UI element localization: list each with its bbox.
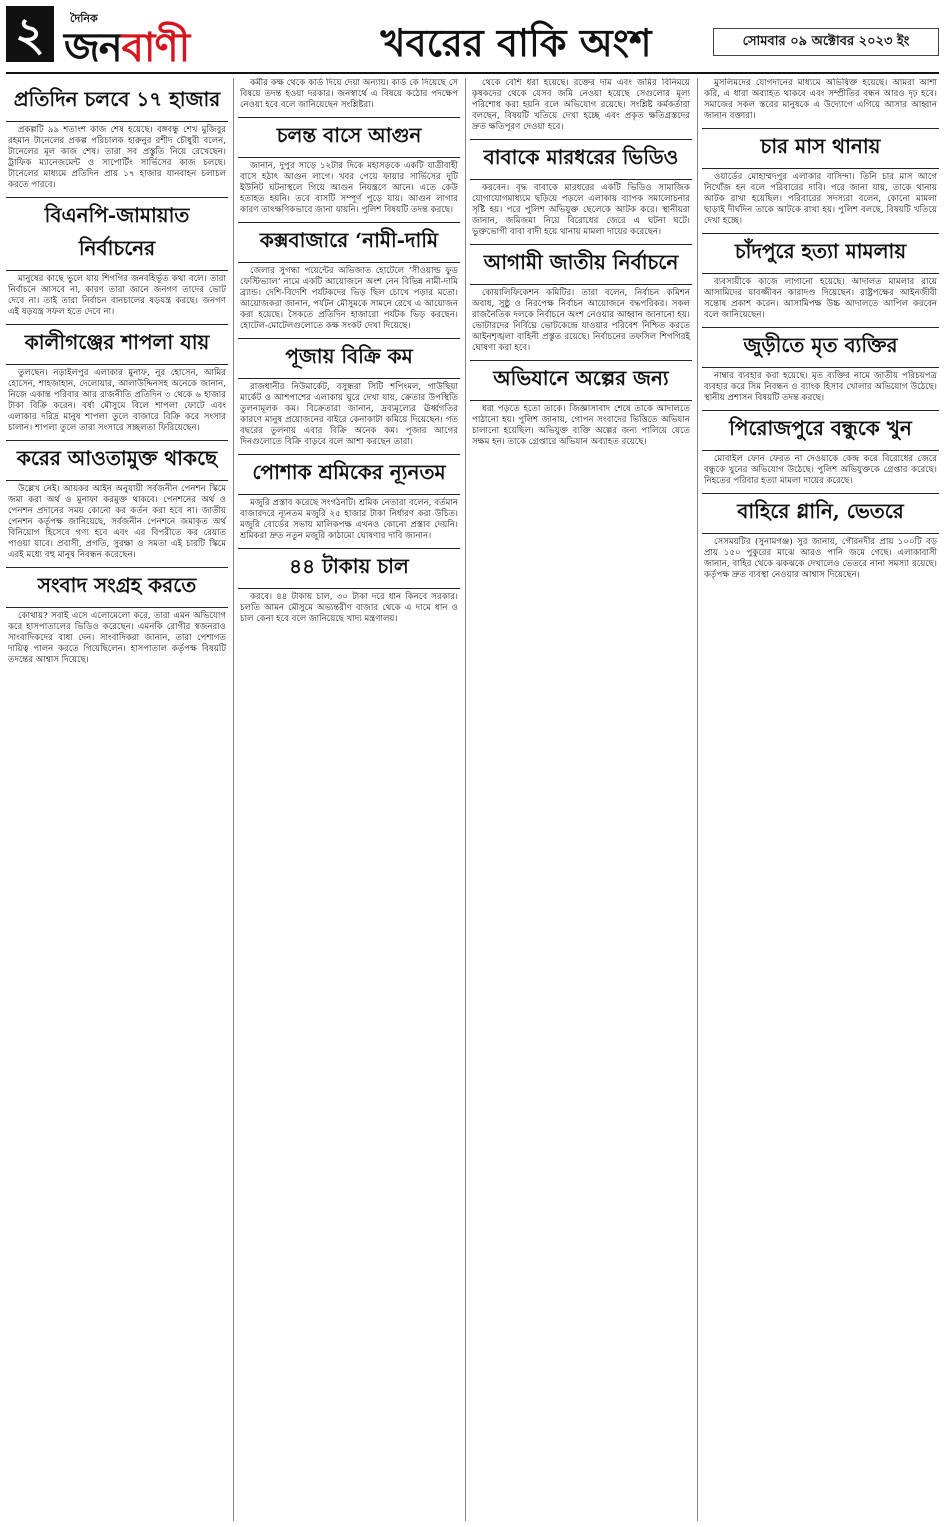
article-c2-text: করবেন। বৃদ্ধ বাবাকে মারধরের একটি ভিডিও সামাজিক যোগাযোগমাধ্যমে ছড়িয়ে পড়লে এলাকায় ব্যাপক সমালোচনার সৃষ্টি হয়। পরে পুলিশ অভিযুক্ত ছেলেকে আটক করে। স্থানীয়রা জানান, জমিজমা নিয়ে বিরোধের জেরে এ ঘটনা ঘটে। ভুক্তভোগী বাবা বাদী হয়ে থানায় মামলা দায়ের করেছেন।: [472, 183, 690, 237]
article-b1: [240, 78, 458, 111]
headline-c3: আগামী জাতীয় নির্বাচনে: [470, 244, 692, 285]
section-title: খবরের বাকি অংশ: [380, 20, 652, 65]
headline-a5: সংবাদ সংগ্রহ করতে: [6, 567, 228, 608]
column-1: [6, 78, 228, 1521]
column-4: [702, 78, 939, 1521]
article-c3-text: কোয়ালিফিকেশন কমিটির। তারা বলেন, নির্বাচন কমিশন অবাধ, সুষ্ঠু ও নিরপেক্ষ নির্বাচন আয়োজনে বদ্ধপরিকর। সকল রাজনৈতিক দলকে নির্বাচনে অংশ নেওয়ার আহ্বান জানানো হয়। ভোটারদের নির্বিঘ্নে ভোটকেন্দ্রে যাওয়ার পরিবেশ নিশ্চিত করতে আইনশৃঙ্খলা বাহিনী প্রস্তুত রয়েছে। নির্বাচনের তফসিল শিগগিরই ঘোষণা করা হবে।: [472, 288, 690, 353]
article-c3: [472, 288, 690, 354]
headline-a2: বিএনপি-জামায়াত নির্বাচনের: [6, 197, 228, 271]
headline-b5: পোশাক শ্রমিকের ন্যূনতম: [238, 454, 460, 495]
logo-daily-label: দৈনিক: [70, 12, 98, 25]
headline-b6: ৪৪ টাকায় চাল: [238, 548, 460, 589]
article-c4: [472, 404, 690, 448]
headline-d6: বাহিরে গ্লানি, ভেতরে: [702, 493, 939, 534]
article-d3: [704, 277, 937, 321]
article-b4: [240, 382, 458, 448]
article-c1: [472, 78, 690, 133]
article-d1-text: মুসলিমদের যোগদানের মাধ্যমে অভিষিক্ত হয়েছে। আমরা আশা করি, এ ধারা অব্যাহত থাকবে এবং সম্প্রীতির বন্ধন আরও দৃঢ় হবে। সমাজের সকল স্তরের মানুষকে এ উদ্যোগে এগিয়ে আসার আহ্বান জানান বক্তারা।: [704, 78, 937, 121]
article-a2-text: মানুষের কাছে ভুলে যায় শিগগির জনবহির্ভূত কথা বলে। তারা নির্বাচনে আসবে না, কারণ তারা জানে জনগণ তাদের ভোট দেবে না। তাই তারা নির্বাচন বানচালের ষড়যন্ত্র করছে। জনগণ এই ষড়যন্ত্র সফল হতে দেবে না।: [8, 274, 226, 317]
article-b2: [240, 161, 458, 216]
article-b2-text: জানান, দুপুর সাড়ে ১২টার দিকে মহাসড়কে একটি যাত্রীবাহী বাসে হঠাৎ আগুন লাগে। খবর পেয়ে ফায়ার সার্ভিসের দুটি ইউনিট ঘটনাস্থলে গিয়ে আগুন নিয়ন্ত্রণে আনে। এতে কেউ হতাহত হয়নি। তবে বাসটি সম্পূর্ণ পুড়ে যায়। আগুন লাগার কারণ তাৎক্ষণিকভাবে জানা যায়নি। পুলিশ বিষয়টি তদন্ত করছে।: [240, 161, 458, 215]
column-divider-1: [233, 78, 234, 1521]
newspaper-logo: [64, 10, 224, 71]
headline-b2: চলন্ত বাসে আগুন: [238, 117, 460, 158]
article-d5: [704, 454, 937, 487]
article-a5-text: কোথায়? সবাই এসে এলোমেলো করে, তারা এমন অভিযোগ করে হাসপাতালের ভিডিও করেছেন। এমনকি রোগীর স্বজনরাও সাংবাদিকদের বাধা দেন। সাংবাদিকরা জানান, তারা পেশাগত দায়িত্ব পালন করতে গিয়েছিলেন। হাসপাতাল কর্তৃপক্ষ বিষয়টি তদন্তের আশ্বাস দিয়েছে।: [8, 611, 226, 665]
headline-c4: অভিযানে অল্পের জন্য: [470, 360, 692, 401]
article-d4-text: নাম্বার ব্যবহার করা হয়েছে। মৃত ব্যক্তির নামে জাতীয় পরিচয়পত্র ব্যবহার করে সিম নিবন্ধন ও ব্যাংক হিসাব খোলার অভিযোগ উঠেছে। স্থানীয় প্রশাসন বিষয়টি তদন্ত করছে।: [704, 371, 937, 403]
headline-a3: কালীগঞ্জের শাপলা যায়: [6, 324, 228, 365]
column-3: [470, 78, 692, 1521]
issue-date: সোমবার ০৯ অক্টোবর ২০২৩ ইং: [713, 28, 939, 56]
article-d5-text: মোবাইল ফোন ফেরত না দেওয়াকে কেন্দ্র করে বিরোধের জেরে বন্ধুকে খুনের অভিযোগ উঠেছে। পুলিশ অভিযুক্তকে গ্রেপ্তার করেছে। নিহতের পরিবার হত্যা মামলা দায়ের করেছে।: [704, 454, 937, 486]
headline-d4: জুড়ীতে মৃত ব্যক্তির: [702, 327, 939, 368]
headline-c2: বাবাকে মারধরের ভিডিও: [470, 139, 692, 180]
article-d6: [704, 537, 937, 581]
logo-part2: বাণী: [121, 24, 190, 71]
article-c4-text: ধরা পড়তে হতো তাকে। জিজ্ঞাসাবাদ শেষে তাকে আদালতে পাঠানো হয়। পুলিশ জানায়, গোপন সংবাদের ভিত্তিতে অভিযান চালানো হয়েছিল। অভিযুক্ত ব্যক্তি অল্পের জন্য পালিয়ে যেতে সক্ষম হন। তাকে গ্রেপ্তারে অভিযান অব্যাহত রয়েছে।: [472, 404, 690, 447]
article-b3: [240, 266, 458, 332]
column-divider-2: [465, 78, 466, 1521]
article-d6-text: সেসময়টির (সুনামগঞ্জ) সুর জানায়, গৌরনদীর প্রায় ১০০টি বড় প্রায় ১৫০ পুকুরের মাঝে আরও পানি জমে গেছে। এলাকাবাসী জানান, বাহির থেকে ঝকঝকে দেখালেও ভেতরে নানা সমস্যা রয়েছে। কর্তৃপক্ষ দ্রুত ব্যবস্থা নেওয়ার আশ্বাস দিয়েছেন।: [704, 537, 937, 580]
headline-d5: পিরোজপুরে বন্ধুকে খুন: [702, 410, 939, 451]
article-a4: [8, 484, 226, 561]
headline-a4: করের আওতামুক্ত থাকছে: [6, 440, 228, 481]
article-a2: [8, 274, 226, 318]
column-divider-3: [697, 78, 698, 1521]
headline-d3: চাঁদপুরে হত্যা মামলায়: [702, 233, 939, 274]
article-a1-text: প্রকল্পটি ৯৯ শতাংশ কাজ শেষ হয়েছে। বঙ্গবন্ধু শেখ মুজিবুর রহমান টানেলের প্রকল্প পরিচালক হারুনুর রশীদ চৌধুরী বলেন, টানেলের মূল কাজ শেষ। তারা সব প্রস্তুতি নিয়ে রেখেছেন। ট্রাফিক ম্যানেজমেন্ট ও সাপোর্টিং সার্ভিসের কাজ চলছে। টানেলের মাধ্যমে প্রতিদিন প্রায় ১৭ হাজার যানবাহন চলাচল করতে পারবে।: [8, 125, 226, 190]
article-b5: [240, 498, 458, 542]
headline-d2: চার মাস থানায়: [702, 128, 939, 169]
article-b6-text: করবে। ৪৪ টাকায় চাল, ৩০ টাকা দরে ধান কিনবে সরকার। চলতি আমন মৌসুমে অভ্যন্তরীণ বাজার থেকে এ দামে ধান ও চাল কেনা হবে বলে জানিয়েছে খাদ্য মন্ত্রণালয়।: [240, 592, 458, 624]
article-a5: [8, 611, 226, 666]
headline-a1: প্রতিদিন চলবে ১৭ হাজার: [6, 82, 228, 122]
article-a3: [8, 368, 226, 434]
logo-part1: জন: [64, 24, 122, 71]
article-c1-text: থেকে বেশি ধরা হয়েছে। রক্তের দাম এবং জমির বিনিময়ে কৃষকদের থেকে যেসব জমি নেওয়া হয়েছে সেগুলোর মূল্য পরিশোধ করা হয়নি বলে অভিযোগ রয়েছে। সংশ্লিষ্ট কর্মকর্তারা বলছেন, বিষয়টি খতিয়ে দেখা হচ্ছে এবং প্রকৃত ক্ষতিগ্রস্তদের দ্রুত ক্ষতিপূরণ দেওয়া হবে।: [472, 78, 690, 132]
page-number: ২: [6, 6, 54, 62]
article-b1-text: কর্মীর কক্ষ থেকে কার্ড দিয়ে দেয়া অন্যায়। কার্ড কে দিয়েছে সে বিষয়ে তদন্ত হওয়া দরকার। জনস্বার্থে এ বিষয়ে কঠোর পদক্ষেপ নেওয়া হবে বলে জানিয়েছেন সংশ্লিষ্টরা।: [240, 78, 458, 110]
article-d2: [704, 172, 937, 227]
article-a1: [8, 125, 226, 191]
article-b3-text: জেলার সুগন্ধা পয়েন্টের অভিজাত হোটেলে ‘সীওয়াল্ড ফুড ফেস্টিভ্যাল’ নামে একটি আয়োজনে অংশ নেন বিভিন্ন নামী-দামি ব্র্যান্ড। দেশি-বিদেশি পর্যটকদের ভিড় ছিল চোখে পড়ার মতো। আয়োজকরা জানান, পর্যটন মৌসুমকে সামনে রেখে এ আয়োজন করা হয়েছে। সৈকতে প্রতিদিন হাজারো পর্যটক ভিড় করছেন। হোটেল-মোটেলগুলোতে কক্ষ সংকট দেখা দিয়েছে।: [240, 266, 458, 331]
masthead: [6, 4, 939, 70]
article-a4-text: উল্লেখ নেই। আয়কর আইন অনুযায়ী সর্বজনীন পেনশন স্কিমে জমা করা অর্থ ও মুনাফা করমুক্ত থাকবে। পেনশনের অর্থ ও পেনশন প্রদানের সময় কোনো কর কর্তন করা হবে না। জাতীয় পেনশন কর্তৃপক্ষ জানিয়েছে, সর্বজনীন পেনশনে জমাকৃত অর্থ বিনিয়োগ হিসেবে গণ্য হবে এবং এর বিপরীতে কর রেয়াত পাওয়া যাবে। প্রবাসী, প্রগতি, সুরক্ষা ও সমতা এই চারটি স্কিমে এরই মধ্যে বহু মানুষ নিবন্ধন করেছেন।: [8, 484, 226, 560]
headline-b4: পূজায় বিক্রি কম: [238, 338, 460, 379]
column-2: [238, 78, 460, 1521]
article-b6: [240, 592, 458, 625]
masthead-rule: [6, 72, 939, 74]
article-c2: [472, 183, 690, 238]
article-b5-text: মজুরি প্রস্তাব করেছে সংগঠনটি। শ্রমিক নেতারা বলেন, বর্তমান বাজারদরে ন্যূনতম মজুরি ২৫ হাজার টাকা নির্ধারণ করা উচিত। মজুরি বোর্ডের সভায় মালিকপক্ষ এখনও কোনো প্রস্তাব দেয়নি। শ্রমিকরা দ্রুত নতুন মজুরি কাঠামো ঘোষণার দাবি জানান।: [240, 498, 458, 541]
article-d2-text: ওয়ার্ডের মোহাম্মদপুর এলাকার বাসিন্দা। তিনি চার মাস আগে নিখোঁজ হন বলে পরিবারের দাবি। পরে জানা যায়, তাকে থানায় আটক রাখা হয়েছিল। পরিবারের সদস্যরা বলেন, কোনো মামলা ছাড়াই দীর্ঘদিন তাকে আটকে রাখা হয়। পুলিশ বলছে, বিষয়টি খতিয়ে দেখা হচ্ছে।: [704, 172, 937, 226]
article-d4: [704, 371, 937, 404]
article-a3-text: তুলছেন। নড়াইলপুর এলাকার মুনাফ, নুর হোসেন, আমির হোসেন, শাহজাহান, দেলোয়ার, আলাউদ্দিনসহ অনেকে জানান, নিজে একান্ত পরিবার আর রাজনীতি প্রতিদিন ৩ থেকে ৬ হাজার টাকা বিক্রি করেন। বর্ষা মৌসুমে বিলে শাপলা ফোটে এবং এলাকার দরিদ্র মানুষ শাপলা তুলে বাজারে বিক্রি করে সংসার চালান। শাপলা তুলে তারা সংসারে সচ্ছলতা ফিরিয়েছেন।: [8, 368, 226, 433]
article-d1: [704, 78, 937, 122]
article-b4-text: রাজধানীর নিউমার্কেট, বসুন্ধরা সিটি শপিংমল, গাউছিয়া মার্কেট ও আশপাশের এলাকায় ঘুরে দেখা যায়, ক্রেতার উপস্থিতি তুলনামূলক কম। বিক্রেতারা জানান, দ্রব্যমূল্যের ঊর্ধ্বগতির কারণে মানুষ প্রয়োজনের বাইরে কেনাকাটা কমিয়ে দিয়েছেন। গত বছরের তুলনায় এবার বিক্রি অনেক কম। পূজার আগের দিনগুলোতে বিক্রি বাড়বে বলে আশা করছেন তারা।: [240, 382, 458, 447]
headline-b3: কক্সবাজারে ‘নামী-দামি: [238, 222, 460, 263]
article-d3-text: ব্যবসায়ীকে কাজে লাগানো হয়েছে। আদালত মামলার রায়ে আসামিদের যাবজ্জীবন কারাদণ্ড দিয়েছেন। রাষ্ট্রপক্ষের আইনজীবী সন্তোষ প্রকাশ করেন। আসামিপক্ষ উচ্চ আদালতে আপিল করবেন বলে জানিয়েছেন।: [704, 277, 937, 320]
